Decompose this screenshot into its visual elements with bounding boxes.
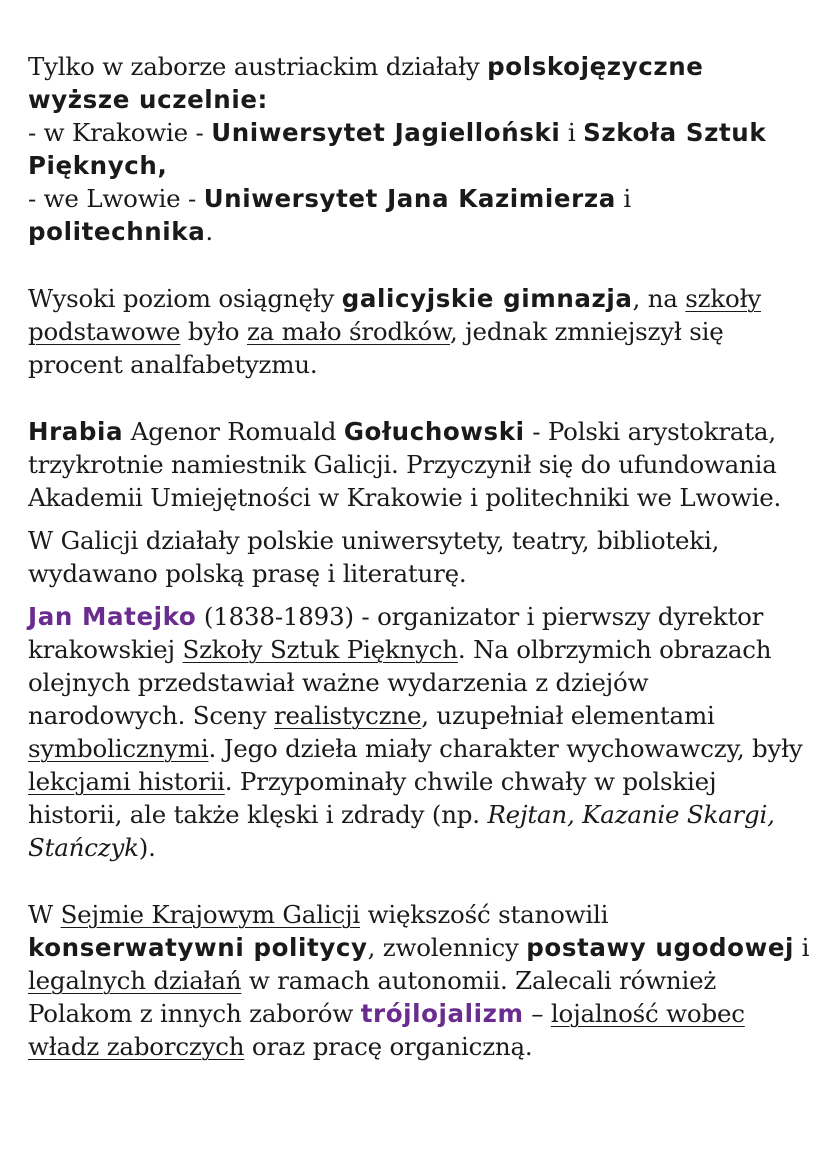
paragraph-universities [28,50,810,248]
italic-phrase: Rejtan, Kazanie Skargi, Stańczyk [28,800,775,862]
text-run: , uzupełniał elementami [421,701,715,730]
text-run: . Na olbrzymich obrazach olejnych przedstawiał ważne wydarzenia z dziejów narodowych. Sceny [28,635,772,730]
text-run: W [28,900,61,929]
bold-phrase: Szkoła Sztuk Pięknych, [28,118,767,180]
text-run: i [794,933,810,962]
text-run: Wysoki poziom osiągnęły [28,284,342,313]
paragraph-goluchowski [28,415,810,514]
text-run: – [523,999,551,1028]
bold-phrase: Uniwersytet Jagielloński [211,118,561,147]
bold-phrase: politechnika [28,217,206,246]
text-run: Tylko w zaborze austriackim działały [28,52,488,81]
paragraph-galicia-culture [28,524,810,590]
underlined-phrase: za mało środków [246,317,450,346]
bold-phrase: postawy ugodowej [526,933,795,962]
bold-phrase: Gołuchowski [343,417,525,446]
paragraph-matejko [28,600,810,864]
underlined-phrase: Sejmie Krajowym Galicji [60,900,361,929]
underlined-phrase: symbolicznymi [28,734,209,763]
term-highlight: trójlojalizm [360,999,524,1028]
underlined-phrase: lojalność wobec władz zaborczych [28,999,745,1061]
underlined-phrase: legalnych działań [28,966,242,995]
paragraph-education [28,282,810,381]
text-run: było [180,317,247,346]
person-name-highlight: Jan Matejko [28,602,197,631]
text-run: . Przypominały chwile chwały w polskiej historii, ale także klęski i zdrady (np. [28,767,717,829]
text-run: - Polski arystokrata, trzykrotnie namiestnik Galicji. Przyczynił się do ufundowania Akademii Umiejętności w Krakowie i politechniki we Lwowie. [28,417,782,512]
text-run: i [560,118,584,147]
paragraph-sejm [28,898,810,1063]
text-run: w ramach autonomii. Zalecali również Polakom z innych zaborów [28,966,717,1028]
text-run: i [615,184,632,213]
text-run: , jednak zmniejszył się procent analfabetyzmu. [28,317,724,379]
text-run: większość stanowili [360,900,609,929]
text-run: , na [632,284,686,313]
text-run: - w Krakowie - [28,118,212,147]
underlined-phrase: Szkoły Sztuk Pięknych [182,635,458,664]
text-run: . Jego dzieła miały charakter wychowawczy, były [208,734,803,763]
text-run: (1838-1893) - organizator i pierwszy dyrektor krakowskiej [28,602,764,664]
text-run: . [205,217,213,246]
text-run: W Galicji działały polskie uniwersytety, teatry, biblioteki, wydawano polską prasę i literaturę. [28,526,720,588]
text-run: , zwolennicy [367,933,527,962]
bold-phrase: Uniwersytet Jana Kazimierza [203,184,616,213]
underlined-phrase: szkoły podstawowe [28,284,761,346]
bold-phrase: polskojęzyczne wyższe uczelnie: [28,52,704,114]
text-run: - we Lwowie - [28,184,204,213]
bold-phrase: Hrabia [28,417,124,446]
underlined-phrase: lekcjami historii [28,767,225,796]
underlined-phrase: realistyczne [273,701,422,730]
text-run: oraz pracę organiczną. [244,1032,533,1061]
text-run: ). [138,833,156,862]
bold-phrase: konserwatywni politycy [28,933,368,962]
bold-phrase: galicyjskie gimnazja [341,284,633,313]
text-run: Agenor Romuald [123,417,344,446]
